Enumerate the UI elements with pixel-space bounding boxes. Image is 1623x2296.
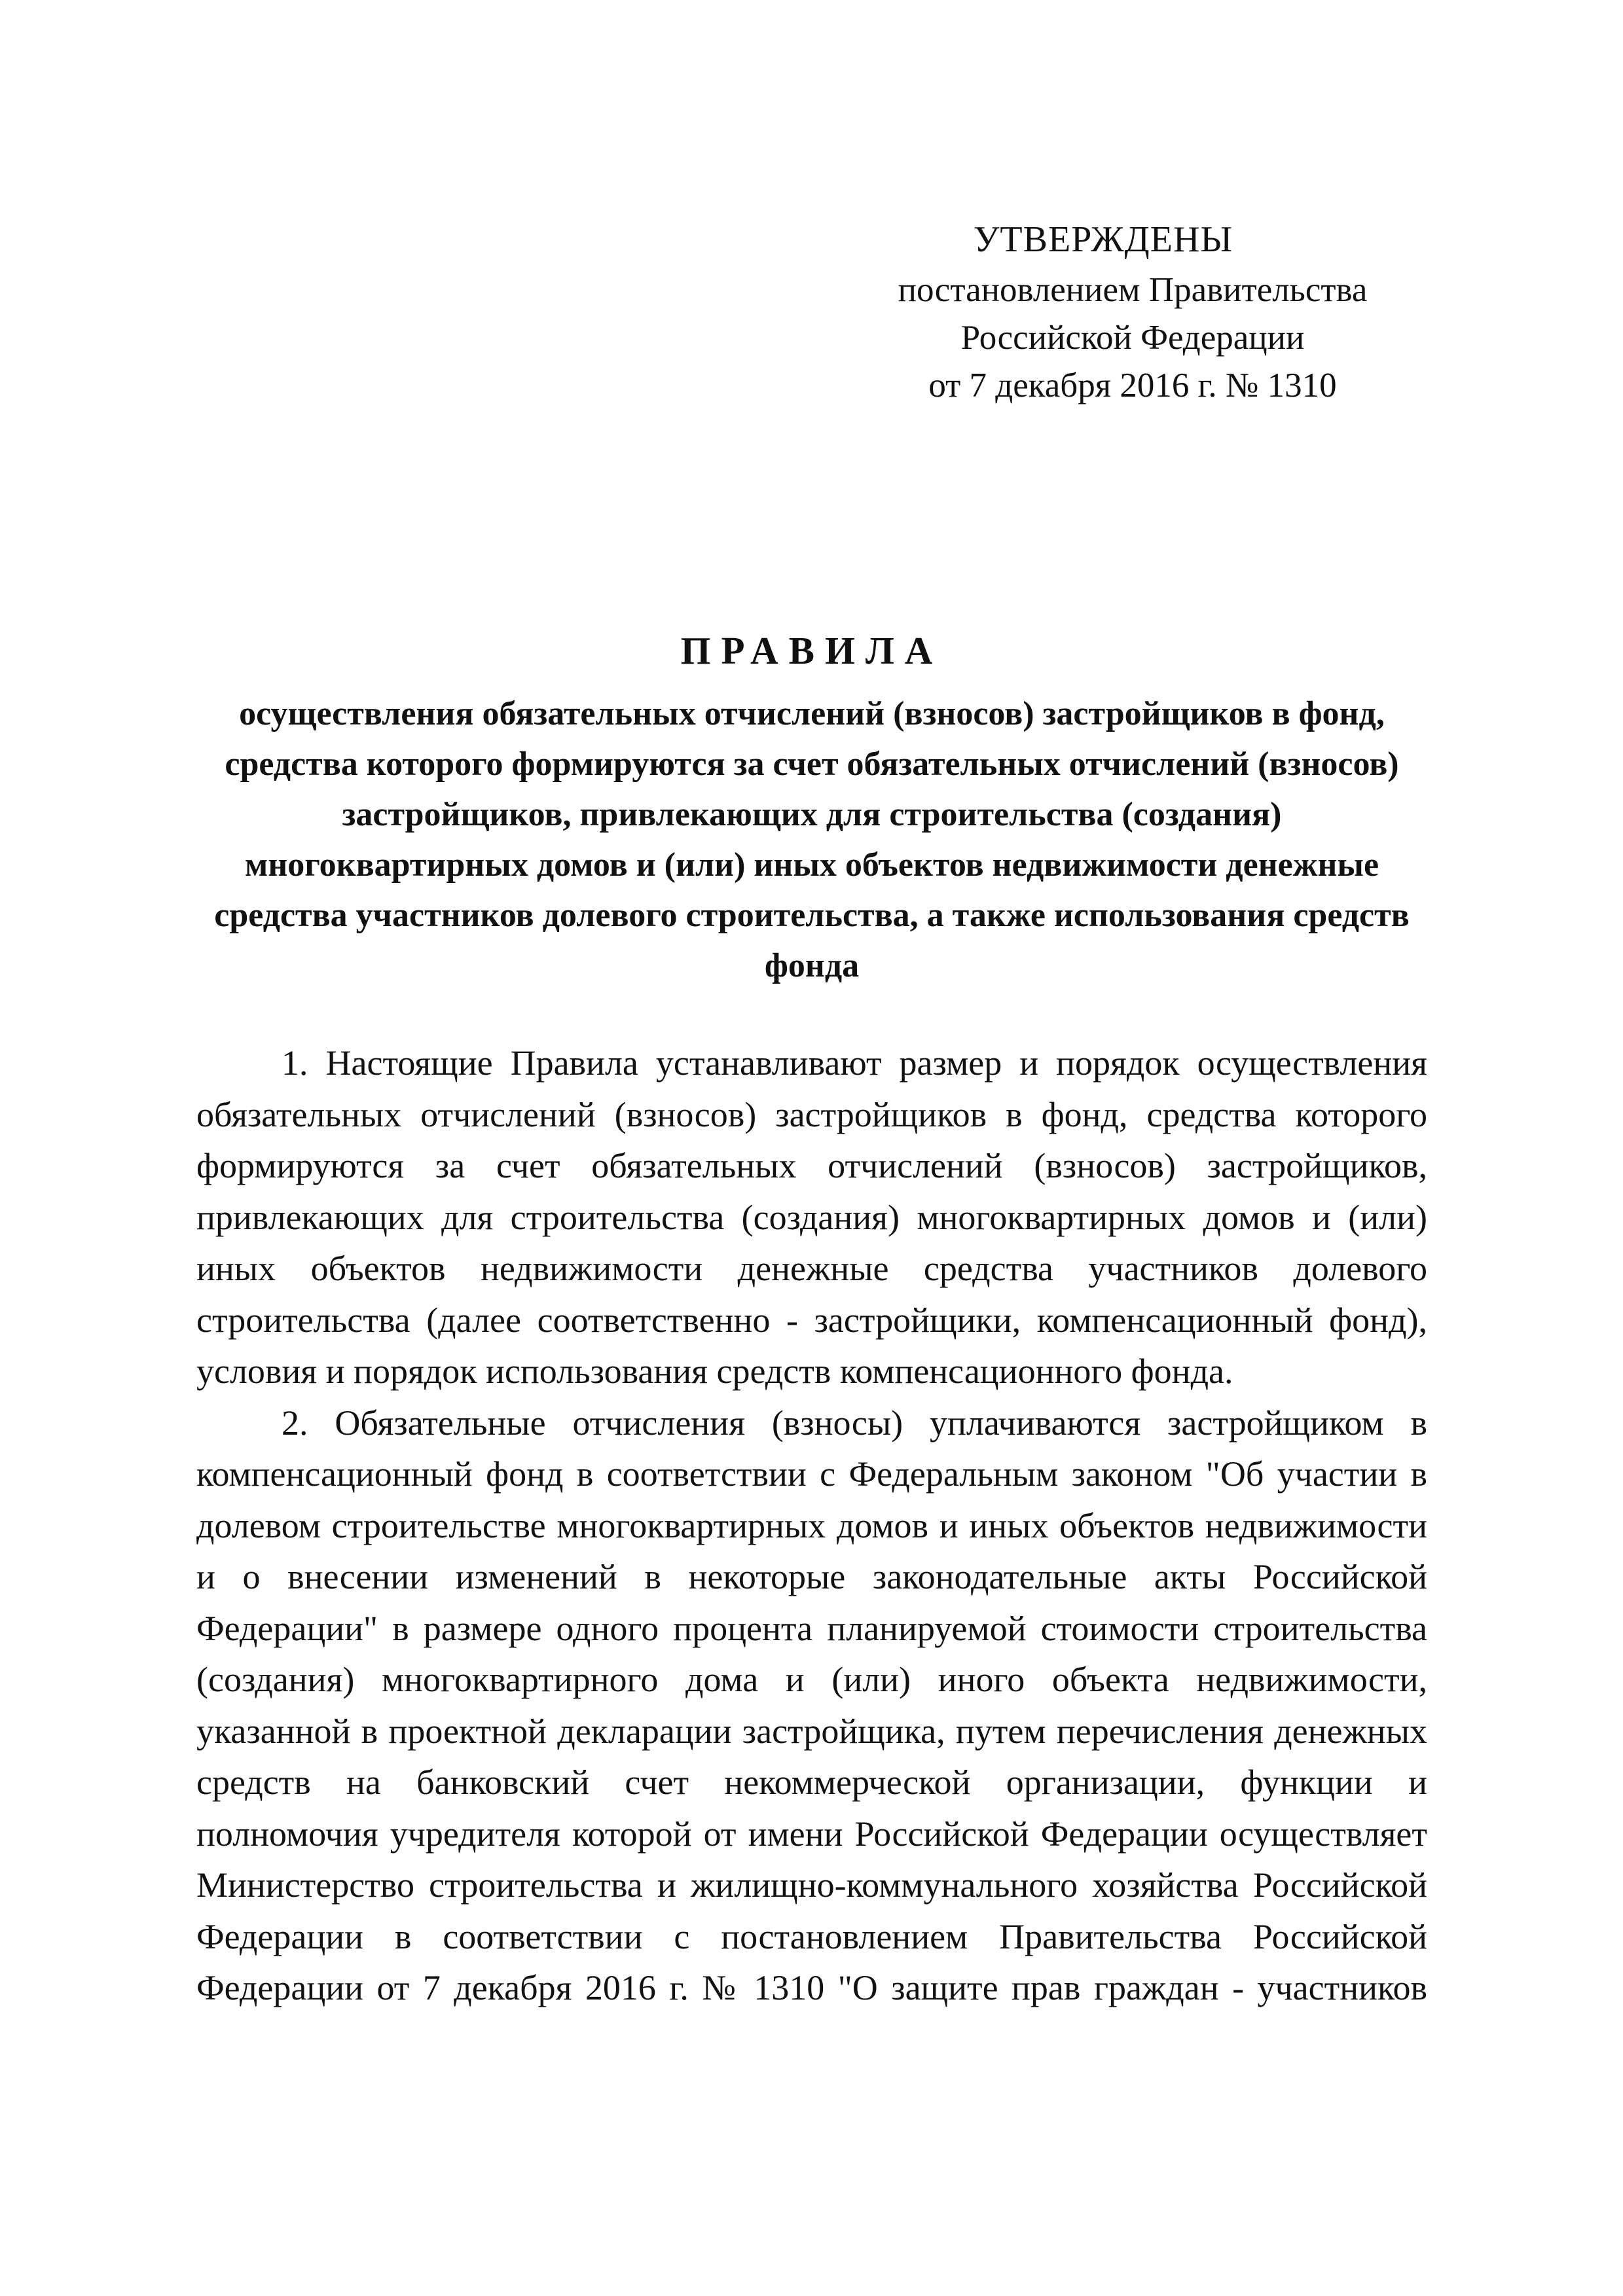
approval-line-country: Российской Федерации	[960, 319, 1305, 357]
approval-heading: УТВЕРЖДЕНЫ	[973, 219, 1233, 260]
paragraph-1: 1. Настоящие Правила устанавливают размер и порядок осуществления обязательных отчислений (взносов) застройщиков в фонд, средства которого формируются за счет обязательных отчислений (взносов) застройщиков, привлекающих для строительства (создания) многоквартирных домов и (или) иных объектов недвижимости денежные средства участников долевого строительства (далее соответственно - застройщики, компенсационный фонд), условия и порядок использования средств компенсационного фонда.	[196, 1043, 1427, 1391]
paragraph-2: 2. Обязательные отчисления (взносы) уплачиваются застройщиком в компенсационный фонд в соответствии с Федеральным законом "Об участии в долевом строительстве многоквартирных домов и иных объектов недвижимости и о внесении изменений в некоторые законодательные акты Российской Федерации" в размере одного процента планируемой стоимости строительства (создания) многоквартирного дома и (или) иного объекта недвижимости, указанной в проектной декларации застройщика, путем перечисления денежных средств на банковский счет некоммерческой организации, функции и полномочия учредителя которой от имени Российской Федерации осуществляет Министерство строительства и жилищно-коммунального хозяйства Российской Федерации в соответствии с постановлением Правительства Российской Федерации от 7 декабря 2016 г. № 1310 "О защите прав граждан - участников	[196, 1403, 1427, 2007]
approval-line-date-number: от 7 декабря 2016 г. № 1310	[928, 367, 1337, 404]
approval-line-resolution: постановлением Правительства	[898, 271, 1368, 309]
document-title: ПРАВИЛА	[680, 629, 943, 672]
approval-stamp-block	[786, 216, 1480, 410]
document-subtitle: осуществления обязательных отчислений (взносов) застройщиков в фонд, средства которого формируются за счет обязательных отчислений (взносов) застройщиков, привлекающих для строительства (создания) многоквартирных домов и (или) иных объектов недвижимости денежные средства участников долевого строительства, а также использования средств фонда	[214, 695, 1410, 984]
document-body	[196, 1037, 1427, 2014]
